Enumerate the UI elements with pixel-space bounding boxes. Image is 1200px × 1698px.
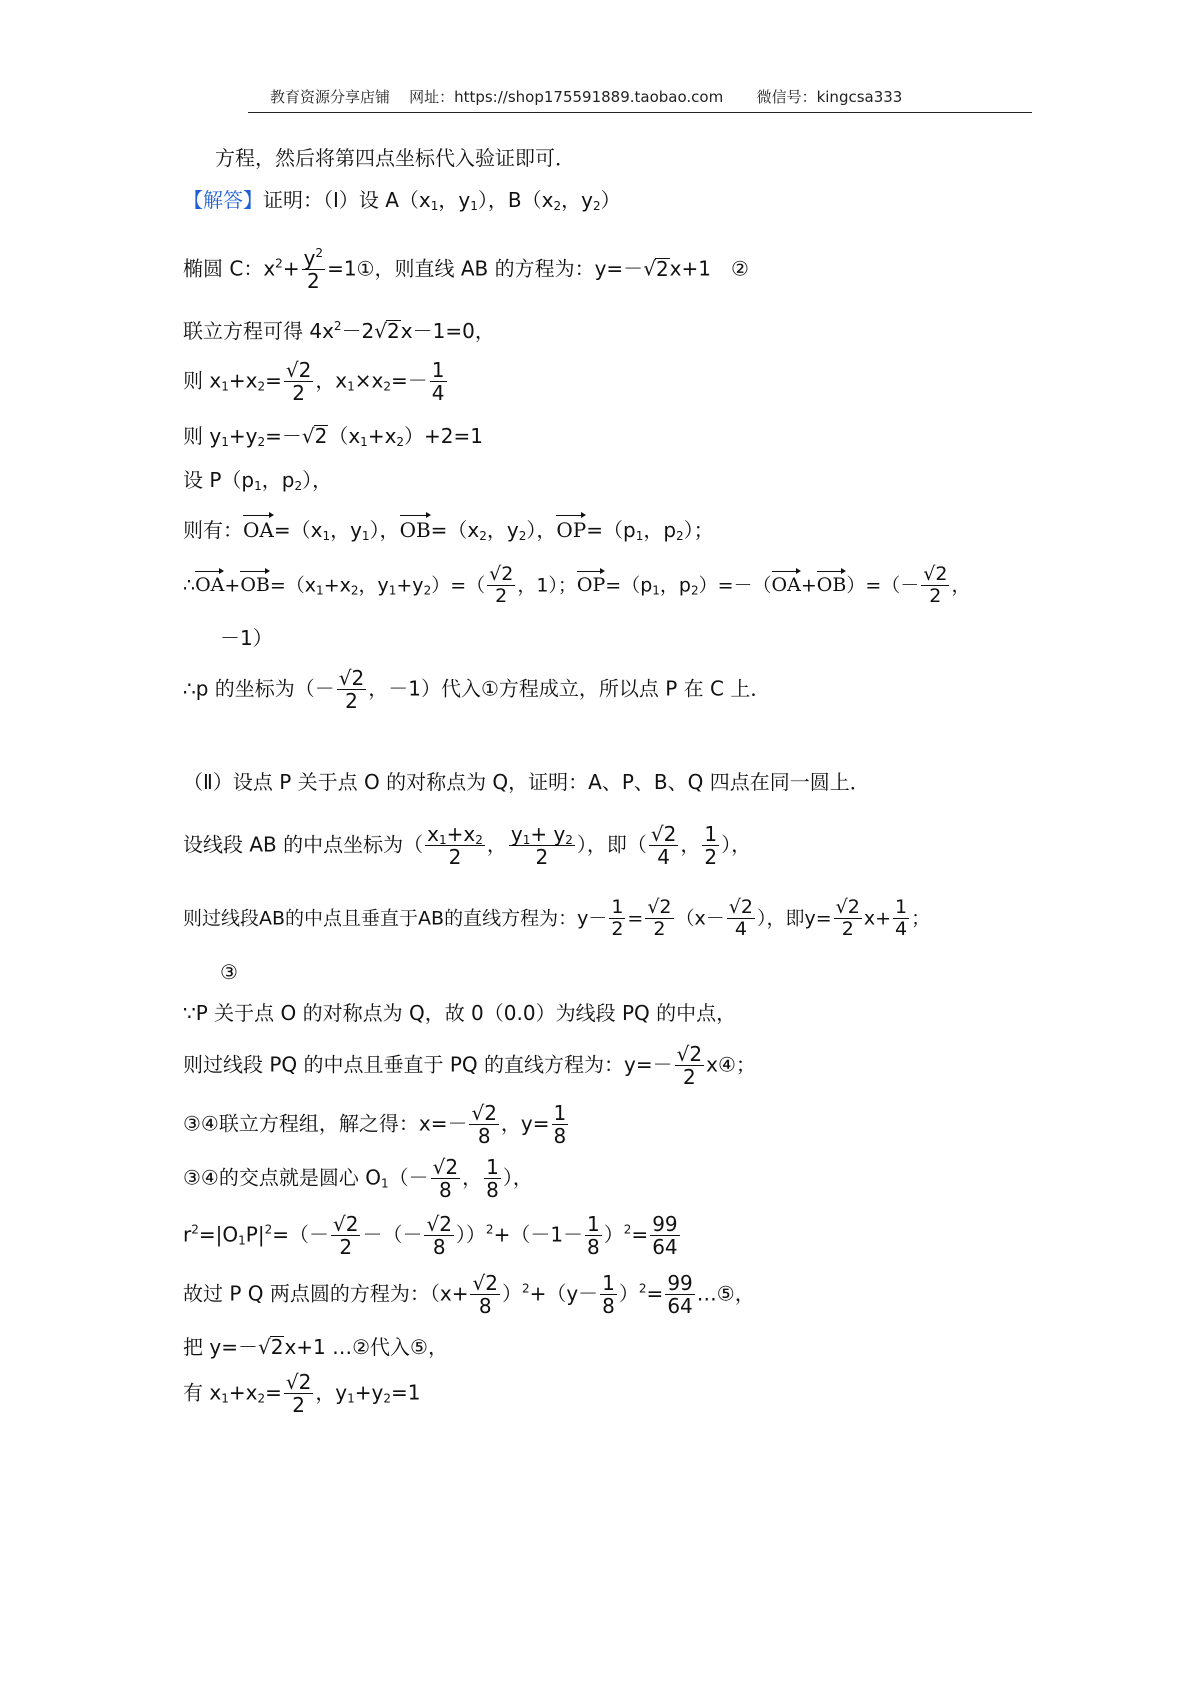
text-line: ③ <box>220 960 238 984</box>
header-rule <box>248 112 1032 113</box>
ellipse-equation-line: 椭圆 C：$x^2+$ $\frac{y^2}{2}$ =1①，则直线 AB 的方程为：y=－√2x+1 ② <box>183 246 749 293</box>
text-line: 故过 P Q 两点圆的方程为：（x+ $\frac{√2}{8}$ ）$^2$+（y－ $\frac{1}{8}$ ）$^2$= $\frac{99}{64}$ …⑤， <box>183 1271 755 1318</box>
text-line: 则有：$OA=(x_1$，$y_1$），$OB=(x_2$，$y_2$），$OP=(p_1$，$p_2$）； <box>183 518 714 543</box>
text-line: $r^2=|O_1P|^2=(-$ $\frac{√2}{2}$ －（－ $\frac{√2}{8}$ ））$^2$+（－1－ $\frac{1}{8}$ ）$^2$= $\frac{99}{64}$ <box>183 1212 678 1259</box>
text-line: ∵P 关于点 O 的对称点为 Q，故 0（0.0）为线段 PQ 的中点， <box>183 1001 737 1025</box>
text-line: $\therefore OA+OB=(x_1+x_2$，$y_1+y_2)=$（ $\frac{√2}{2}$ ，1）；$OP=(p_1$，$p_2)=-(OA+OB)=(-$ $\frac{√2}{2}$ ， <box>183 563 971 607</box>
page-header: 教育资源分享店铺 网址：https://shop175591889.taobao.com 微信号：kingcsa333 <box>270 88 903 106</box>
text-line: ③④的交点就是圆心 $O_1(-$ $\frac{√2}{8}$ ， $\frac{1}{8}$ ）， <box>183 1155 533 1202</box>
text-line: ∴p 的坐标为（－ $\frac{√2}{2}$ ，－1）代入①方程成立，所以点 P 在 C 上． <box>183 666 771 713</box>
text-line: 则过线段AB的中点且垂直于AB的直线方程为：y－ $\frac{1}{2}$ = $\frac{√2}{2}$ （x－ $\frac{√2}{4}$ ），即y= $\frac{√2}{2}$ x+ $\frac{1}{4}$ ； <box>183 896 931 940</box>
text-line: －1） <box>220 626 273 650</box>
text-line: 则过线段 PQ 的中点且垂直于 PQ 的直线方程为：y=－ $\frac{√2}{2}$ x④； <box>183 1042 756 1089</box>
text-line: 设 $P(p_1$，$p_2$）， <box>183 468 333 493</box>
text-line: （Ⅱ）设点 P 关于点 O 的对称点为 Q，证明：A、P、B、Q 四点在同一圆上． <box>183 770 870 794</box>
text-line: 设线段 AB 的中点坐标为（ $\frac{x_1+x_2}{2}$ ， $\frac{y_1+ y_2}{2}$ ），即（ $\frac{√2}{4}$ ， $\frac{1}{2}$ ）， <box>183 822 752 869</box>
answer-tag: 【解答】 <box>183 188 263 212</box>
text-line: ③④联立方程组，解之得：x=－ $\frac{√2}{8}$ ，y= $\frac{1}{8}$ <box>183 1101 567 1148</box>
text-line: 则 $x_1+x_2=$ $\frac{√2}{2}$ ，$x_1\times x_2=-$ $\frac{1}{4}$ <box>183 358 445 405</box>
text-line: 有 $x_1+x_2=$ $\frac{√2}{2}$ ，$y_1+y_2=1$ <box>183 1370 421 1417</box>
answer-line-1: 【解答】证明：（Ⅰ）设 $A(x_1$，$y_1$），$B(x_2$，$y_2$） <box>183 188 621 213</box>
text-line: 联立方程可得 $4x^2-2√2x-1=0$， <box>183 319 495 343</box>
text-line: 则 $y_1+y_2=-√2(x_1+x_2)+2=1$ <box>183 424 484 449</box>
text-line: 方程，然后将第四点坐标代入验证即可． <box>215 146 575 170</box>
text-line: 把 y=－√2x+1 …②代入⑤， <box>183 1335 448 1359</box>
